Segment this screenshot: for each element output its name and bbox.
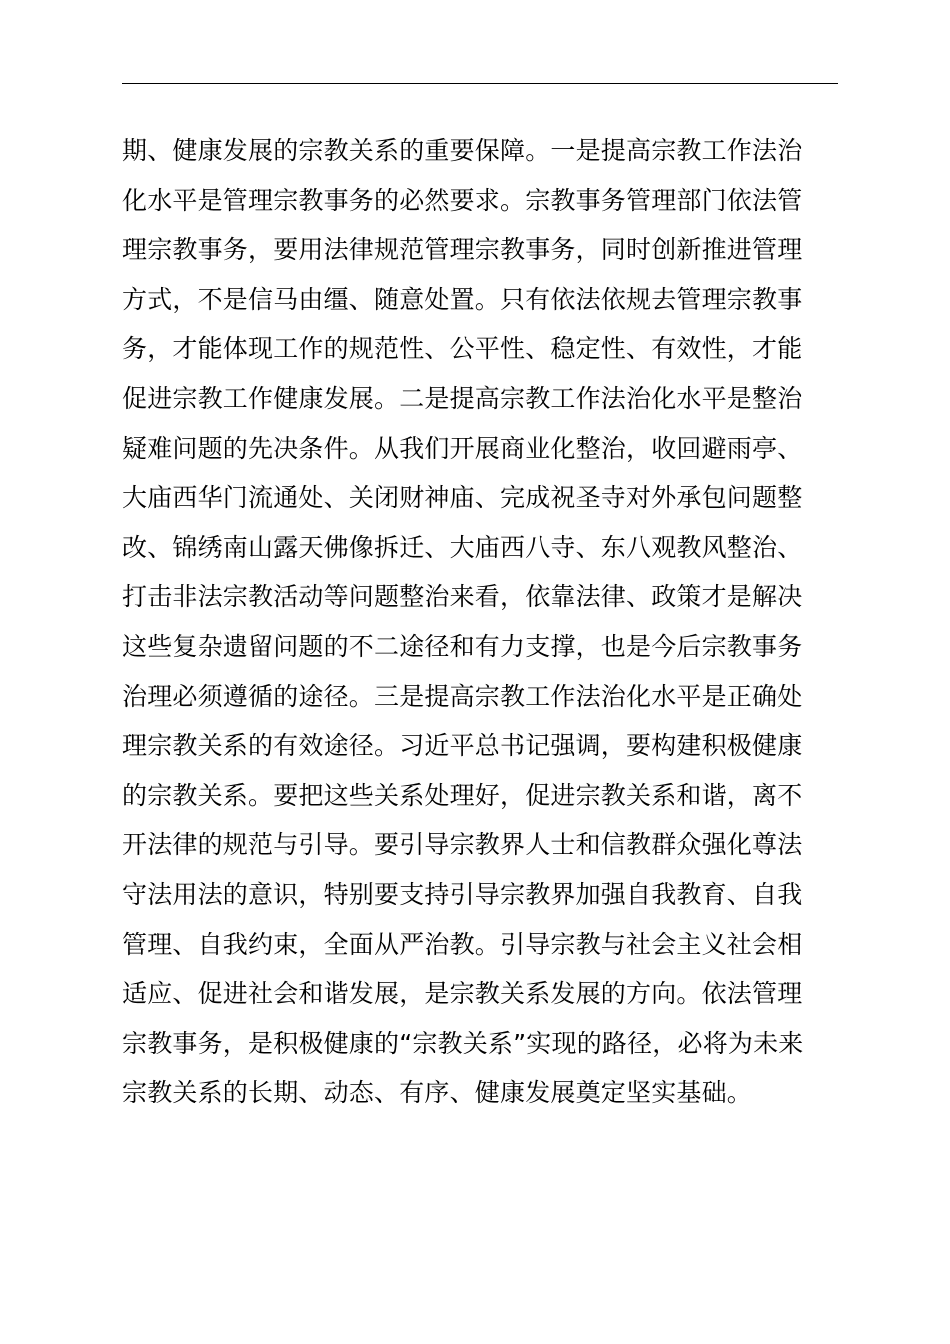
- text-line: 大庙西华门流通处、关闭财神庙、完成祝圣寺对外承包问题整: [122, 483, 803, 513]
- text-line: 化水平是管理宗教事务的必然要求。宗教事务管理部门依法管: [122, 185, 803, 215]
- text-line: 宗教事务，是积极健康的“宗教关系”实现的路径，必将为未来: [122, 1028, 804, 1058]
- text-line: 的宗教关系。要把这些关系处理好，促进宗教关系和谐，离不: [122, 780, 803, 810]
- text-line: 理宗教关系的有效途径。习近平总书记强调，要构建积极健康: [122, 731, 803, 761]
- text-line: 守法用法的意识，特别要支持引导宗教界加强自我教育、自我: [122, 879, 803, 909]
- text-line: 管理、自我约束，全面从严治教。引导宗教与社会主义社会相: [122, 929, 803, 959]
- text-line: 务，才能体现工作的规范性、公平性、稳定性、有效性，才能: [122, 334, 803, 364]
- text-line: 疑难问题的先决条件。从我们开展商业化整治，收回避雨亭、: [122, 433, 803, 463]
- text-line: 适应、促进社会和谐发展，是宗教关系发展的方向。依法管理: [122, 979, 803, 1009]
- text-line: 改、锦绣南山露天佛像拆迁、大庙西八寺、东八观教风整治、: [122, 532, 803, 562]
- text-line: 宗教关系的长期、动态、有序、健康发展奠定坚实基础。: [122, 1078, 753, 1108]
- text-line: 理宗教事务，要用法律规范管理宗教事务，同时创新推进管理: [122, 235, 803, 265]
- text-line: 方式，不是信马由缰、随意处置。只有依法依规去管理宗教事: [122, 284, 803, 314]
- text-line: 治理必须遵循的途径。三是提高宗教工作法治化水平是正确处: [122, 681, 803, 711]
- text-line: 促进宗教工作健康发展。二是提高宗教工作法治化水平是整治: [122, 383, 803, 413]
- body-paragraph: [122, 126, 842, 1118]
- header-rule: [122, 83, 838, 84]
- text-line: 这些复杂遗留问题的不二途径和有力支撑，也是今后宗教事务: [122, 631, 803, 661]
- text-line: 开法律的规范与引导。要引导宗教界人士和信教群众强化尊法: [122, 830, 803, 860]
- text-line: 打击非法宗教活动等问题整治来看，依靠法律、政策才是解决: [122, 582, 803, 612]
- text-line: 期、健康发展的宗教关系的重要保障。一是提高宗教工作法治: [122, 136, 803, 165]
